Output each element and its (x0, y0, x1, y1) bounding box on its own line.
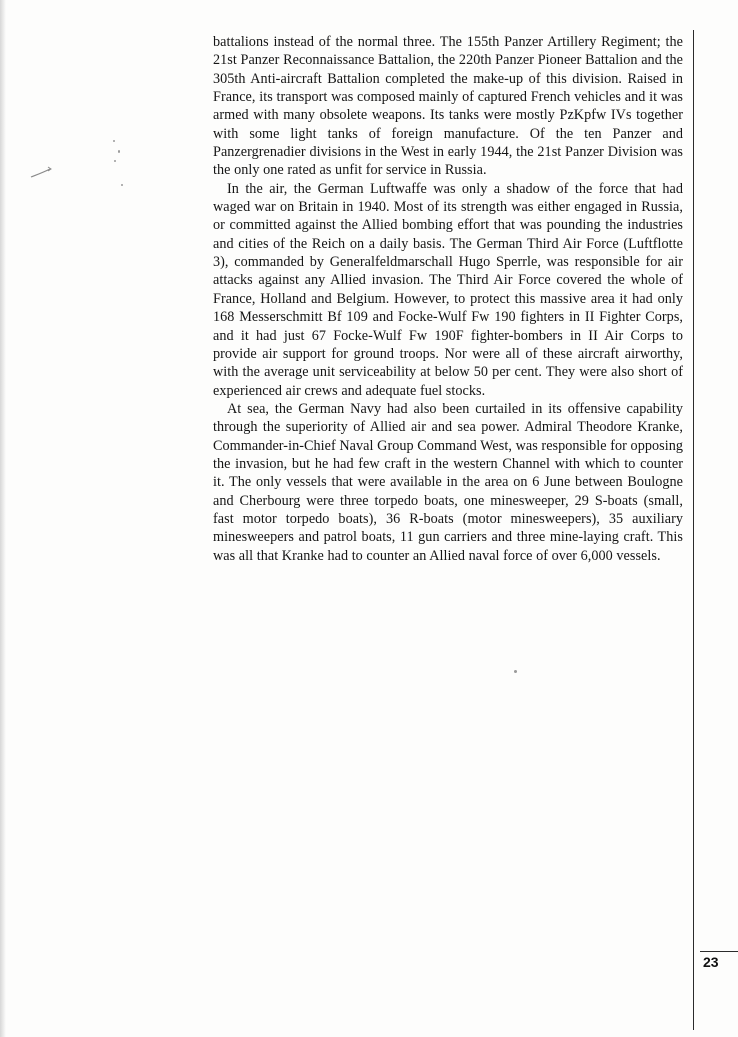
margin-rule (693, 30, 694, 1030)
page-number: 23 (703, 954, 719, 970)
paragraph: At sea, the German Navy had also been curtailed in its offensive capability through the superiority of Allied air and sea power. Admiral Theodore Kranke, Commander-in-Chief Naval Group Command West, was responsible for opposing the invasion, but he had few craft in the western Channel with which to counter it. The only vessels that were available in the area on 6 June between Boulogne and Cherbourg were three torpedo boats, one minesweeper, 29 S-boats (small, fast motor torpedo boats), 36 R-boats (motor minesweepers), 35 auxiliary minesweepers and patrol boats, 11 gun carriers and three mine-laying craft. This was all that Kranke had to counter an Allied naval force of over 6,000 vessels. (213, 400, 683, 564)
paragraph: In the air, the German Luftwaffe was only a shadow of the force that had waged war on Britain in 1940. Most of its strength was either engaged in Russia, or committed against the Allied bombing effort that was pounding the industries and cities of the Reich on a daily basis. The German Third Air Force (Luftflotte 3), commanded by Generalfeldmarschall Hugo Sperrle, was responsible for air attacks against any Allied invasion. The Third Air Force covered the whole of France, Holland and Belgium. However, to protect this massive area it had only 168 Messerschmitt Bf 109 and Focke-Wulf Fw 190 fighters in II Fighter Corps, and it had just 67 Focke-Wulf Fw 190F fighter-bombers in II Air Corps to provide air support for ground troops. Nor were all of these aircraft airworthy, with the average unit serviceability at below 50 per cent. They were also short of experienced air crews and adequate fuel stocks. (213, 180, 683, 399)
folio-rule (700, 951, 738, 952)
paper-speck (114, 160, 116, 162)
pencil-mark-icon (30, 165, 52, 179)
paper-speck (113, 140, 115, 142)
paper-speck (118, 150, 120, 153)
page-edge-shadow (0, 0, 6, 1037)
paragraph: battalions instead of the normal three. The 155th Panzer Artillery Regiment; the 21st Panzer Reconnaissance Battalion, the 220th Panzer Pioneer Battalion and the 305th Anti-aircraft Battalion completed the make-up of this division. Raised in France, its transport was composed mainly of captured French vehicles and it was armed with many obsolete weapons. Its tanks were mostly PzKpfw IVs together with some light tanks of foreign manufacture. Of the ten Panzer and Panzergrenadier divisions in the West in early 1944, the 21st Panzer Division was the only one rated as unfit for service in Russia. (213, 34, 683, 179)
paper-speck (121, 184, 123, 186)
paper-speck (514, 670, 517, 673)
body-text (213, 33, 683, 565)
